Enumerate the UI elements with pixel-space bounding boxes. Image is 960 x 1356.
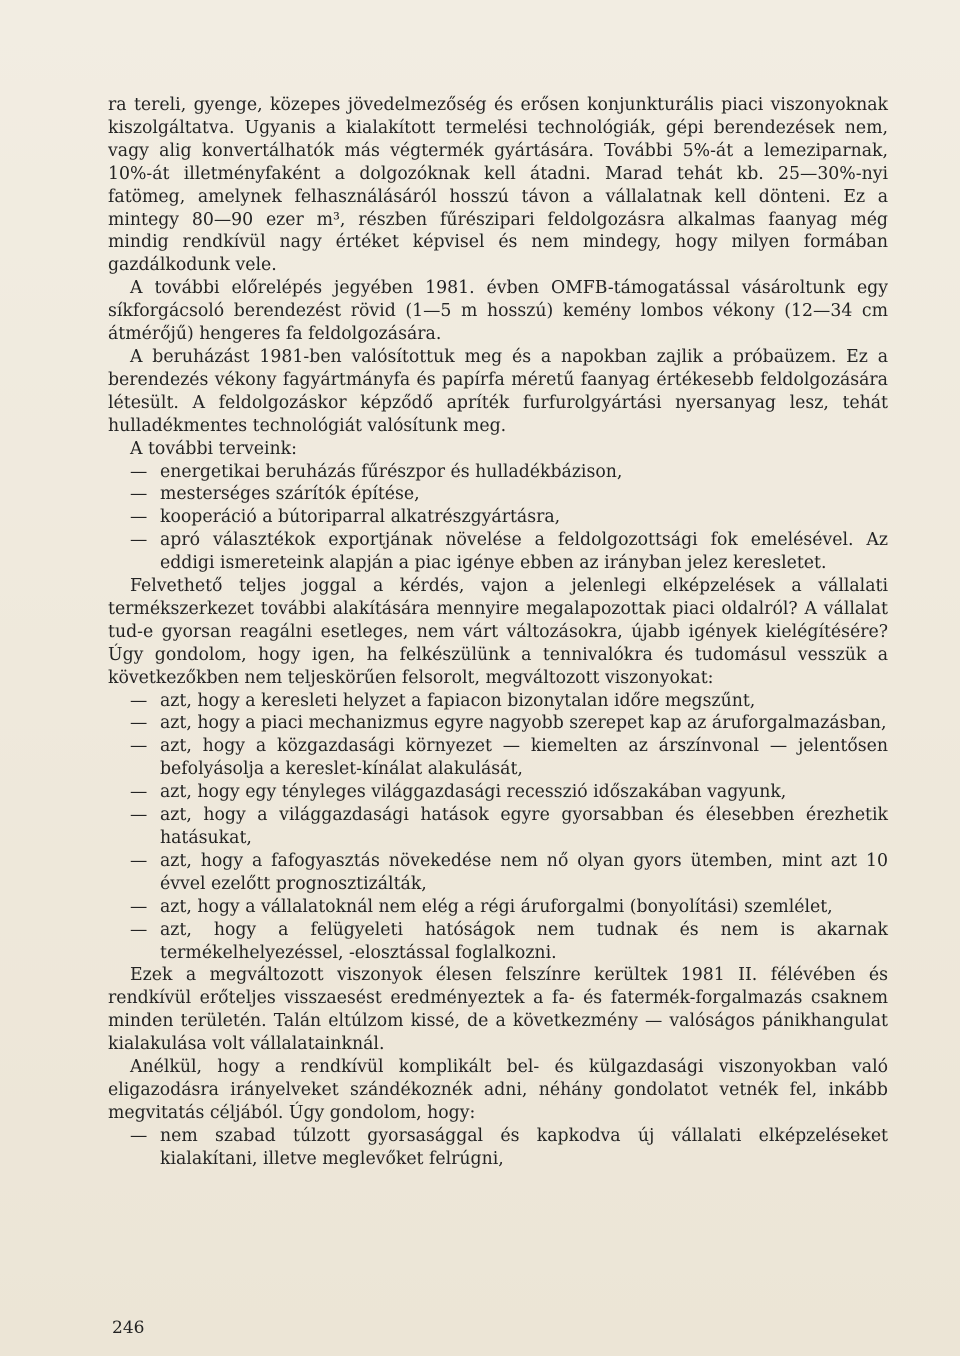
list-dash: — xyxy=(130,530,148,551)
list-dash: — xyxy=(130,713,148,734)
paragraph: Ezek a megváltozott viszonyok élesen felszínre kerültek 1981 II. félévében és rendkívül erőteljes visszaesést eredményeztek a fa- és fatermék-forgalmazás csaknem minden területén. Talán eltúlzom kissé, de a következmény — valóságos pánikhangulat kialakulása volt vállalatainknál. xyxy=(108,965,888,1055)
list-item xyxy=(108,850,888,896)
list-item xyxy=(108,804,888,850)
list-dash: — xyxy=(130,919,148,940)
list-item xyxy=(108,461,888,484)
paragraph: A további terveink: xyxy=(130,438,297,459)
list-item-text: azt, hogy a keresleti helyzet a fapiacon bizonytalan időre megszűnt, xyxy=(160,690,756,711)
list-dash: — xyxy=(130,850,148,871)
page-number: 246 xyxy=(112,1318,145,1338)
paragraph: A beruházást 1981-ben valósítottuk meg és a napokban zajlik a próbaüzem. Ez a berendezés vékony fagyártmányfa és papírfa méretű faanyag értékesebb feldolgozására létesült. A feldolgozáskor képződő apríték furfurolgyártási nyersanyag lesz, tehát hulladékmentes technológiát valósítunk meg. xyxy=(108,346,888,436)
list-dash: — xyxy=(130,736,148,757)
list-item xyxy=(108,919,888,965)
list-item xyxy=(108,735,888,781)
list-item-text: kooperáció a bútoriparral alkatrészgyártásra, xyxy=(160,507,561,528)
list-item-text: azt, hogy egy tényleges világgazdasági recesszió időszakában vagyunk, xyxy=(160,782,787,803)
list-item xyxy=(108,1125,888,1171)
list-dash: — xyxy=(130,461,148,482)
list-item-text: azt, hogy a közgazdasági környezet — kiemelten az árszínvonal — jelentősen befolyásolja a kereslet-kínálat alakulását, xyxy=(160,736,888,780)
list-dash: — xyxy=(130,1125,148,1146)
list-item xyxy=(108,529,888,575)
list-dash: — xyxy=(130,507,148,528)
list-item xyxy=(108,506,888,529)
list-dash: — xyxy=(130,896,148,917)
paragraph: ra tereli, gyenge, közepes jövedelmezőség és erősen konjunkturális piaci viszonyoknak kiszolgáltatva. Ugyanis a kialakított termelési technológiák, gépi berendezések nem, vagy alig konvertálhatók más végtermék gyártására. További 5%-át a lemeziparnak, 10%-át illetményfaként a dolgozóknak kell átadni. Marad tehát kb. 25—30%-nyi fatömeg, amelynek felhasználásáról hosszú távon a vállalatnak kell dönteni. Ez a mintegy 80—90 ezer m³, részben fűrészipari feldolgozásra alkalmas faanyag még mindig rendkívül nagy értéket képvisel és nem mindegy, hogy milyen formában gazdálkodunk vele. xyxy=(108,95,888,276)
list-item-text: mesterséges szárítók építése, xyxy=(160,484,420,505)
list-item xyxy=(108,690,888,713)
list-item-text: apró választékok exportjának növelése a feldolgozottsági fok emelésével. Az eddigi ismereteink alapján a piac igénye ebben az irányban jelez keresletet. xyxy=(160,530,888,574)
list-item-text: energetikai beruházás fűrészpor és hulladékbázison, xyxy=(160,461,623,482)
list-dash: — xyxy=(130,805,148,826)
paragraph: Anélkül, hogy a rendkívül komplikált bel- és külgazdasági viszonyokban való eligazodásra irányelveket szándékoznék adni, néhány gondolatot vetnék fel, inkább megvitatás céljából. Úgy gondolom, hogy: xyxy=(108,1057,888,1123)
paragraph: A további előrelépés jegyében 1981. évben OMFB-támogatással vásároltunk egy síkforgácsoló berendezést rövid (1—5 m hosszú) kemény lombos vékony (12—34 cm átmérőjű) hengeres fa feldolgozására. xyxy=(108,278,888,345)
list-dash: — xyxy=(130,484,148,505)
list-dash: — xyxy=(130,782,148,803)
list-item xyxy=(108,712,888,735)
list-item-text: nem szabad túlzott gyorsasággal és kapkodva új vállalati elképzeléseket kialakítani, illetve meglevőket felrúgni, xyxy=(160,1125,888,1169)
list-item-text: azt, hogy a világgazdasági hatások egyre gyorsabban és élesebben érezhetik hatásukat, xyxy=(160,805,888,848)
list-item-text: azt, hogy a vállalatoknál nem elég a régi áruforgalmi (bonyolítási) szemlélet, xyxy=(160,896,833,917)
list-item-text: azt, hogy a fafogyasztás növekedése nem nő olyan gyors ütemben, mint azt 10 évvel ezelőtt prognosztizálták, xyxy=(160,850,888,894)
list-item xyxy=(108,781,888,804)
list-dash: — xyxy=(130,690,148,711)
list-item xyxy=(108,483,888,506)
list-item-text: azt, hogy a felügyeleti hatóságok nem tudnak és nem is akarnak termékelhelyezéssel, -elosztással foglalkozni. xyxy=(160,919,888,963)
list-item-text: azt, hogy a piaci mechanizmus egyre nagyobb szerepet kap az áruforgalmazásban, xyxy=(160,713,887,734)
list-item xyxy=(108,896,888,919)
body-text xyxy=(108,94,888,1171)
paragraph: Felvethető teljes joggal a kérdés, vajon a jelenlegi elképzelések a vállalati termékszerkezet további alakítására mennyire megalapozottak piaci oldalról? A vállalat tud-e gyorsan reagálni esetleges, nem várt változásokra, újabb igények kielégítésére? Úgy gondolom, hogy igen, ha felkészülünk a tennivalókra és tudomásul vesszük a következőkben nem teljeskörűen felsorolt, megváltozott viszonyokat: xyxy=(108,576,888,688)
